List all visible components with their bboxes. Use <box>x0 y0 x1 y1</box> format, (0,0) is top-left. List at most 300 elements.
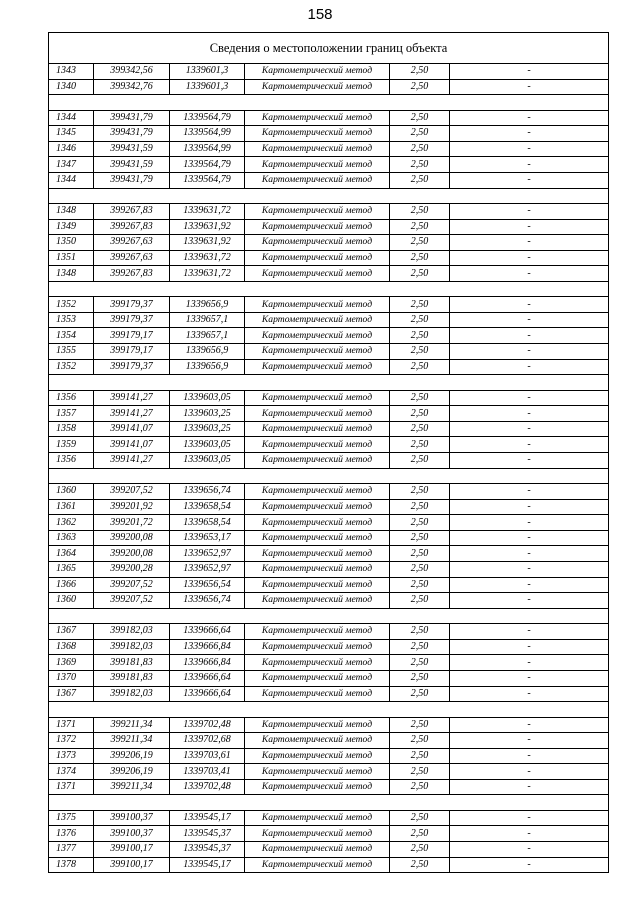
point-number-cell: 1348 <box>49 266 94 282</box>
method-cell: Картометрический метод <box>245 79 390 95</box>
separator-cell <box>450 188 609 203</box>
table-row <box>49 421 609 437</box>
table-row <box>49 64 609 80</box>
description-cell: - <box>450 686 609 702</box>
coord-x-cell: 399431,79 <box>94 126 170 142</box>
coord-x-cell: 399179,37 <box>94 359 170 375</box>
description-cell: - <box>450 406 609 422</box>
method-cell: Картометрический метод <box>245 561 390 577</box>
separator-cell <box>245 702 390 717</box>
coord-y-cell: 1339666,64 <box>170 670 245 686</box>
separator-cell <box>450 375 609 390</box>
accuracy-cell: 2,50 <box>390 717 450 733</box>
accuracy-cell: 2,50 <box>390 219 450 235</box>
description-cell: - <box>450 546 609 562</box>
method-cell: Картометрический метод <box>245 764 390 780</box>
table-row <box>49 157 609 173</box>
accuracy-cell: 2,50 <box>390 453 450 469</box>
coord-x-cell: 399431,59 <box>94 157 170 173</box>
separator-cell <box>390 95 450 110</box>
method-cell: Картометрический метод <box>245 126 390 142</box>
table-row <box>49 110 609 126</box>
method-cell: Картометрический метод <box>245 546 390 562</box>
method-cell: Картометрический метод <box>245 235 390 251</box>
table-row <box>49 437 609 453</box>
coord-y-cell: 1339657,1 <box>170 328 245 344</box>
description-cell: - <box>450 561 609 577</box>
accuracy-cell: 2,50 <box>390 266 450 282</box>
table-row <box>49 624 609 640</box>
table-row <box>49 390 609 406</box>
description-cell: - <box>450 250 609 266</box>
coord-y-cell: 1339631,72 <box>170 250 245 266</box>
coord-y-cell: 1339656,9 <box>170 344 245 360</box>
table-row <box>49 810 609 826</box>
point-number-cell: 1353 <box>49 312 94 328</box>
method-cell: Картометрический метод <box>245 810 390 826</box>
coord-y-cell: 1339666,64 <box>170 686 245 702</box>
point-number-cell: 1340 <box>49 79 94 95</box>
accuracy-cell: 2,50 <box>390 172 450 188</box>
coord-y-cell: 1339703,41 <box>170 764 245 780</box>
point-number-cell: 1346 <box>49 141 94 157</box>
description-cell: - <box>450 157 609 173</box>
point-number-cell: 1369 <box>49 655 94 671</box>
coord-x-cell: 399179,17 <box>94 344 170 360</box>
coord-y-cell: 1339702,68 <box>170 733 245 749</box>
accuracy-cell: 2,50 <box>390 141 450 157</box>
description-cell: - <box>450 515 609 531</box>
accuracy-cell: 2,50 <box>390 235 450 251</box>
separator-cell <box>94 188 170 203</box>
separator-cell <box>170 188 245 203</box>
coord-x-cell: 399342,76 <box>94 79 170 95</box>
method-cell: Картометрический метод <box>245 842 390 858</box>
separator-cell <box>390 702 450 717</box>
description-cell: - <box>450 484 609 500</box>
description-cell: - <box>450 670 609 686</box>
group-separator <box>49 375 609 390</box>
table-row <box>49 593 609 609</box>
accuracy-cell: 2,50 <box>390 842 450 858</box>
table-row <box>49 297 609 313</box>
description-cell: - <box>450 312 609 328</box>
coord-x-cell: 399200,08 <box>94 530 170 546</box>
method-cell: Картометрический метод <box>245 297 390 313</box>
method-cell: Картометрический метод <box>245 141 390 157</box>
coord-y-cell: 1339564,99 <box>170 126 245 142</box>
group-separator <box>49 188 609 203</box>
coord-x-cell: 399100,37 <box>94 810 170 826</box>
description-cell: - <box>450 748 609 764</box>
separator-cell <box>390 188 450 203</box>
description-cell: - <box>450 421 609 437</box>
coord-x-cell: 399431,59 <box>94 141 170 157</box>
coord-y-cell: 1339658,54 <box>170 515 245 531</box>
table-row <box>49 857 609 873</box>
accuracy-cell: 2,50 <box>390 110 450 126</box>
description-cell: - <box>450 764 609 780</box>
coord-x-cell: 399207,52 <box>94 484 170 500</box>
separator-cell <box>245 188 390 203</box>
table-row <box>49 655 609 671</box>
separator-cell <box>170 281 245 296</box>
accuracy-cell: 2,50 <box>390 297 450 313</box>
method-cell: Картометрический метод <box>245 499 390 515</box>
description-cell: - <box>450 842 609 858</box>
separator-cell <box>94 281 170 296</box>
table-row <box>49 126 609 142</box>
method-cell: Картометрический метод <box>245 857 390 873</box>
table-row <box>49 484 609 500</box>
table-row <box>49 639 609 655</box>
accuracy-cell: 2,50 <box>390 779 450 795</box>
coord-y-cell: 1339652,97 <box>170 561 245 577</box>
table-row <box>49 266 609 282</box>
accuracy-cell: 2,50 <box>390 670 450 686</box>
coord-y-cell: 1339545,37 <box>170 826 245 842</box>
method-cell: Картометрический метод <box>245 826 390 842</box>
separator-cell <box>245 95 390 110</box>
coord-x-cell: 399267,83 <box>94 219 170 235</box>
table-row <box>49 842 609 858</box>
description-cell: - <box>450 219 609 235</box>
table-row <box>49 499 609 515</box>
coord-y-cell: 1339564,99 <box>170 141 245 157</box>
point-number-cell: 1366 <box>49 577 94 593</box>
accuracy-cell: 2,50 <box>390 312 450 328</box>
separator-cell <box>390 375 450 390</box>
point-number-cell: 1361 <box>49 499 94 515</box>
method-cell: Картометрический метод <box>245 437 390 453</box>
table-row <box>49 328 609 344</box>
coord-y-cell: 1339603,25 <box>170 406 245 422</box>
coord-y-cell: 1339603,05 <box>170 453 245 469</box>
point-number-cell: 1355 <box>49 344 94 360</box>
accuracy-cell: 2,50 <box>390 157 450 173</box>
description-cell: - <box>450 141 609 157</box>
point-number-cell: 1367 <box>49 624 94 640</box>
accuracy-cell: 2,50 <box>390 64 450 80</box>
table-title-row <box>49 33 609 64</box>
coord-y-cell: 1339702,48 <box>170 779 245 795</box>
separator-cell <box>49 468 94 483</box>
group-separator <box>49 281 609 296</box>
point-number-cell: 1368 <box>49 639 94 655</box>
point-number-cell: 1374 <box>49 764 94 780</box>
table-row <box>49 406 609 422</box>
separator-cell <box>49 608 94 623</box>
separator-cell <box>390 281 450 296</box>
method-cell: Картометрический метод <box>245 110 390 126</box>
coord-x-cell: 399181,83 <box>94 655 170 671</box>
accuracy-cell: 2,50 <box>390 857 450 873</box>
description-cell: - <box>450 235 609 251</box>
table-row <box>49 546 609 562</box>
coord-x-cell: 399201,92 <box>94 499 170 515</box>
point-number-cell: 1364 <box>49 546 94 562</box>
accuracy-cell: 2,50 <box>390 561 450 577</box>
point-number-cell: 1349 <box>49 219 94 235</box>
accuracy-cell: 2,50 <box>390 655 450 671</box>
point-number-cell: 1373 <box>49 748 94 764</box>
method-cell: Картометрический метод <box>245 266 390 282</box>
accuracy-cell: 2,50 <box>390 515 450 531</box>
description-cell: - <box>450 266 609 282</box>
coord-x-cell: 399267,83 <box>94 203 170 219</box>
group-separator <box>49 702 609 717</box>
coord-x-cell: 399100,17 <box>94 842 170 858</box>
method-cell: Картометрический метод <box>245 670 390 686</box>
point-number-cell: 1359 <box>49 437 94 453</box>
coord-x-cell: 399141,27 <box>94 406 170 422</box>
point-number-cell: 1347 <box>49 157 94 173</box>
coord-x-cell: 399267,63 <box>94 250 170 266</box>
description-cell: - <box>450 172 609 188</box>
method-cell: Картометрический метод <box>245 577 390 593</box>
accuracy-cell: 2,50 <box>390 639 450 655</box>
coord-x-cell: 399431,79 <box>94 110 170 126</box>
point-number-cell: 1360 <box>49 593 94 609</box>
accuracy-cell: 2,50 <box>390 203 450 219</box>
description-cell: - <box>450 79 609 95</box>
coord-x-cell: 399207,52 <box>94 593 170 609</box>
coord-x-cell: 399179,17 <box>94 328 170 344</box>
separator-cell <box>245 375 390 390</box>
separator-cell <box>245 281 390 296</box>
separator-cell <box>94 468 170 483</box>
accuracy-cell: 2,50 <box>390 546 450 562</box>
table-row <box>49 172 609 188</box>
method-cell: Картометрический метод <box>245 172 390 188</box>
coord-x-cell: 399200,28 <box>94 561 170 577</box>
method-cell: Картометрический метод <box>245 593 390 609</box>
point-number-cell: 1377 <box>49 842 94 858</box>
accuracy-cell: 2,50 <box>390 733 450 749</box>
method-cell: Картометрический метод <box>245 655 390 671</box>
point-number-cell: 1356 <box>49 390 94 406</box>
coord-y-cell: 1339656,54 <box>170 577 245 593</box>
table-row <box>49 764 609 780</box>
separator-cell <box>170 702 245 717</box>
coord-y-cell: 1339545,17 <box>170 857 245 873</box>
separator-cell <box>170 608 245 623</box>
accuracy-cell: 2,50 <box>390 126 450 142</box>
separator-cell <box>245 468 390 483</box>
accuracy-cell: 2,50 <box>390 359 450 375</box>
coord-x-cell: 399141,27 <box>94 453 170 469</box>
method-cell: Картометрический метод <box>245 203 390 219</box>
method-cell: Картометрический метод <box>245 515 390 531</box>
coord-x-cell: 399342,56 <box>94 64 170 80</box>
description-cell: - <box>450 530 609 546</box>
method-cell: Картометрический метод <box>245 344 390 360</box>
description-cell: - <box>450 344 609 360</box>
coord-x-cell: 399206,19 <box>94 764 170 780</box>
coord-y-cell: 1339601,3 <box>170 79 245 95</box>
separator-cell <box>94 795 170 810</box>
point-number-cell: 1345 <box>49 126 94 142</box>
description-cell: - <box>450 453 609 469</box>
coord-y-cell: 1339666,64 <box>170 624 245 640</box>
coord-x-cell: 399100,37 <box>94 826 170 842</box>
coord-y-cell: 1339631,92 <box>170 219 245 235</box>
method-cell: Картометрический метод <box>245 484 390 500</box>
separator-cell <box>49 795 94 810</box>
separator-cell <box>49 281 94 296</box>
description-cell: - <box>450 203 609 219</box>
description-cell: - <box>450 826 609 842</box>
point-number-cell: 1378 <box>49 857 94 873</box>
table-row <box>49 748 609 764</box>
boundary-table-body <box>49 33 609 873</box>
method-cell: Картометрический метод <box>245 624 390 640</box>
accuracy-cell: 2,50 <box>390 686 450 702</box>
description-cell: - <box>450 655 609 671</box>
description-cell: - <box>450 64 609 80</box>
separator-cell <box>170 468 245 483</box>
description-cell: - <box>450 499 609 515</box>
coord-x-cell: 399100,17 <box>94 857 170 873</box>
table-row <box>49 779 609 795</box>
separator-cell <box>390 468 450 483</box>
table-row <box>49 733 609 749</box>
separator-cell <box>450 702 609 717</box>
accuracy-cell: 2,50 <box>390 826 450 842</box>
point-number-cell: 1371 <box>49 717 94 733</box>
separator-cell <box>390 608 450 623</box>
point-number-cell: 1365 <box>49 561 94 577</box>
coord-y-cell: 1339666,84 <box>170 655 245 671</box>
separator-cell <box>170 95 245 110</box>
coord-x-cell: 399179,37 <box>94 312 170 328</box>
accuracy-cell: 2,50 <box>390 499 450 515</box>
point-number-cell: 1357 <box>49 406 94 422</box>
separator-cell <box>450 95 609 110</box>
table-row <box>49 670 609 686</box>
table-row <box>49 235 609 251</box>
point-number-cell: 1344 <box>49 110 94 126</box>
coord-y-cell: 1339603,25 <box>170 421 245 437</box>
coord-y-cell: 1339703,61 <box>170 748 245 764</box>
boundary-table <box>48 32 609 873</box>
description-cell: - <box>450 328 609 344</box>
coord-y-cell: 1339564,79 <box>170 157 245 173</box>
coord-x-cell: 399182,03 <box>94 624 170 640</box>
description-cell: - <box>450 437 609 453</box>
separator-cell <box>170 795 245 810</box>
separator-cell <box>245 795 390 810</box>
point-number-cell: 1372 <box>49 733 94 749</box>
point-number-cell: 1375 <box>49 810 94 826</box>
point-number-cell: 1354 <box>49 328 94 344</box>
table-title: Сведения о местоположении границ объекта <box>49 33 609 64</box>
accuracy-cell: 2,50 <box>390 748 450 764</box>
coord-y-cell: 1339631,92 <box>170 235 245 251</box>
coord-y-cell: 1339656,74 <box>170 593 245 609</box>
point-number-cell: 1371 <box>49 779 94 795</box>
separator-cell <box>49 375 94 390</box>
coord-y-cell: 1339564,79 <box>170 110 245 126</box>
accuracy-cell: 2,50 <box>390 421 450 437</box>
point-number-cell: 1376 <box>49 826 94 842</box>
table-row <box>49 826 609 842</box>
coord-y-cell: 1339658,54 <box>170 499 245 515</box>
accuracy-cell: 2,50 <box>390 79 450 95</box>
accuracy-cell: 2,50 <box>390 328 450 344</box>
table-row <box>49 686 609 702</box>
method-cell: Картометрический метод <box>245 390 390 406</box>
coord-x-cell: 399201,72 <box>94 515 170 531</box>
method-cell: Картометрический метод <box>245 312 390 328</box>
point-number-cell: 1351 <box>49 250 94 266</box>
point-number-cell: 1352 <box>49 359 94 375</box>
coord-y-cell: 1339656,9 <box>170 359 245 375</box>
coord-x-cell: 399211,34 <box>94 779 170 795</box>
page-number: 158 <box>307 6 333 23</box>
method-cell: Картометрический метод <box>245 219 390 235</box>
coord-y-cell: 1339656,74 <box>170 484 245 500</box>
method-cell: Картометрический метод <box>245 779 390 795</box>
separator-cell <box>94 95 170 110</box>
accuracy-cell: 2,50 <box>390 484 450 500</box>
table-row <box>49 577 609 593</box>
method-cell: Картометрический метод <box>245 64 390 80</box>
method-cell: Картометрический метод <box>245 421 390 437</box>
point-number-cell: 1367 <box>49 686 94 702</box>
coord-y-cell: 1339564,79 <box>170 172 245 188</box>
coord-x-cell: 399206,19 <box>94 748 170 764</box>
coord-x-cell: 399211,34 <box>94 733 170 749</box>
table-row <box>49 250 609 266</box>
coord-y-cell: 1339603,05 <box>170 390 245 406</box>
coord-y-cell: 1339631,72 <box>170 266 245 282</box>
coord-y-cell: 1339653,17 <box>170 530 245 546</box>
method-cell: Картометрический метод <box>245 733 390 749</box>
group-separator <box>49 795 609 810</box>
coord-x-cell: 399267,63 <box>94 235 170 251</box>
coord-x-cell: 399141,07 <box>94 437 170 453</box>
method-cell: Картометрический метод <box>245 328 390 344</box>
separator-cell <box>94 375 170 390</box>
point-number-cell: 1343 <box>49 64 94 80</box>
coord-y-cell: 1339545,17 <box>170 810 245 826</box>
coord-y-cell: 1339603,05 <box>170 437 245 453</box>
separator-cell <box>450 281 609 296</box>
method-cell: Картометрический метод <box>245 157 390 173</box>
coord-x-cell: 399200,08 <box>94 546 170 562</box>
method-cell: Картометрический метод <box>245 748 390 764</box>
description-cell: - <box>450 717 609 733</box>
description-cell: - <box>450 733 609 749</box>
method-cell: Картометрический метод <box>245 530 390 546</box>
table-row <box>49 530 609 546</box>
coord-x-cell: 399207,52 <box>94 577 170 593</box>
coord-y-cell: 1339702,48 <box>170 717 245 733</box>
coord-y-cell: 1339666,84 <box>170 639 245 655</box>
method-cell: Картометрический метод <box>245 250 390 266</box>
separator-cell <box>450 468 609 483</box>
table-row <box>49 561 609 577</box>
group-separator <box>49 468 609 483</box>
separator-cell <box>245 608 390 623</box>
description-cell: - <box>450 857 609 873</box>
description-cell: - <box>450 593 609 609</box>
description-cell: - <box>450 359 609 375</box>
table-row <box>49 203 609 219</box>
separator-cell <box>450 608 609 623</box>
group-separator <box>49 608 609 623</box>
